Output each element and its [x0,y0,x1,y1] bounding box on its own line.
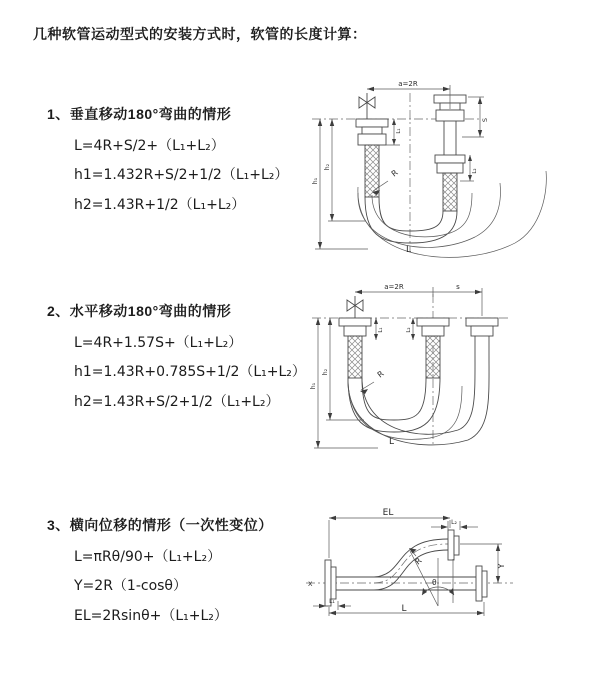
section2-formula-h2: h2=1.43R+S/2+1/2（L₁+L₂） [74,394,280,410]
left-fitting [339,318,371,378]
dim-l-label: L [401,604,407,614]
section3-formula-Y: Y=2R（1-cosθ） [74,578,187,594]
radius-label: R [375,369,386,380]
dim-l1-label: L₁ [329,598,335,605]
dimension-a2r [355,283,482,316]
radius-label: R [413,556,424,567]
dim-a2r-label: a=2R [398,80,418,88]
right-fitting [466,318,498,356]
section2-heading: 2、水平移动180°弯曲的情形 [47,303,232,319]
dimension-l1 [374,318,384,340]
dim-s-label: s [456,283,460,291]
section1-formula-L: L=4R+S/2+（L₁+L₂） [74,138,225,154]
section1-heading: 1、垂直移动180°弯曲的情形 [47,106,232,122]
angle-label: θ [432,578,437,587]
s-curve-hose [374,539,448,590]
dim-h1-label: h₁ [310,382,317,390]
section3-heading: 3、横向位移的情形（一次性变位） [47,517,273,533]
dim-a2r-label: a=2R [384,283,404,291]
length-label: L [389,437,395,447]
radius-callout [360,369,386,394]
section1-formula-h1: h1=1.432R+S/2+1/2（L₁+L₂） [74,167,289,183]
section3-formula-L: L=πRθ/90+（L₁+L₂） [74,549,222,565]
valve-icon [347,296,363,318]
dimension-l2 [406,318,415,340]
dimension-el [329,508,450,558]
dim-y-label: Y [497,563,506,569]
dim-l2-label: L₂ [451,519,457,526]
dimension-l [329,602,484,616]
dim-h2-label: h₂ [324,163,331,171]
length-label: L [406,245,412,255]
dimension-l1 [313,598,351,610]
dim-l1-label: L₁ [396,128,402,134]
dim-el-label: EL [382,508,394,518]
dim-h2-label: h₂ [322,368,329,376]
right-flange-original [476,566,487,601]
left-fitting [356,119,388,197]
axis-label: X [308,580,313,588]
diagram-vertical-180-bend [310,75,600,255]
dimension-l2 [431,519,478,530]
dim-l1-label: L₁ [378,327,384,333]
valve-icon [359,93,375,119]
section1-formula-h2: h2=1.43R+1/2（L₁+L₂） [74,197,246,213]
section2-formula-L: L=4R+1.57S+（L₁+L₂） [74,335,243,351]
dimension-h1 [310,318,378,448]
right-fitting [434,95,466,211]
radius-label: R [389,168,400,179]
dim-l2-label: L₂ [472,168,478,174]
middle-fitting [417,318,449,378]
right-flange-displaced [448,530,459,560]
section2-formula-h1: h1=1.43R+0.785S+1/2（L₁+L₂） [74,364,306,380]
hose-curves [348,356,489,445]
page-title: 几种软管运动型式的安装方式时，软管的长度计算： [33,26,367,42]
section3-formula-EL: EL=2Rsinθ+（L₁+L₂） [74,608,228,624]
dim-h1-label: h₁ [312,177,319,185]
dim-l2-label: L₂ [406,327,412,333]
diagram-lateral-displacement [298,503,600,645]
diagram-horizontal-180-bend [310,278,600,456]
dimension-a2r [367,80,450,109]
dim-s-label: S [481,117,489,123]
